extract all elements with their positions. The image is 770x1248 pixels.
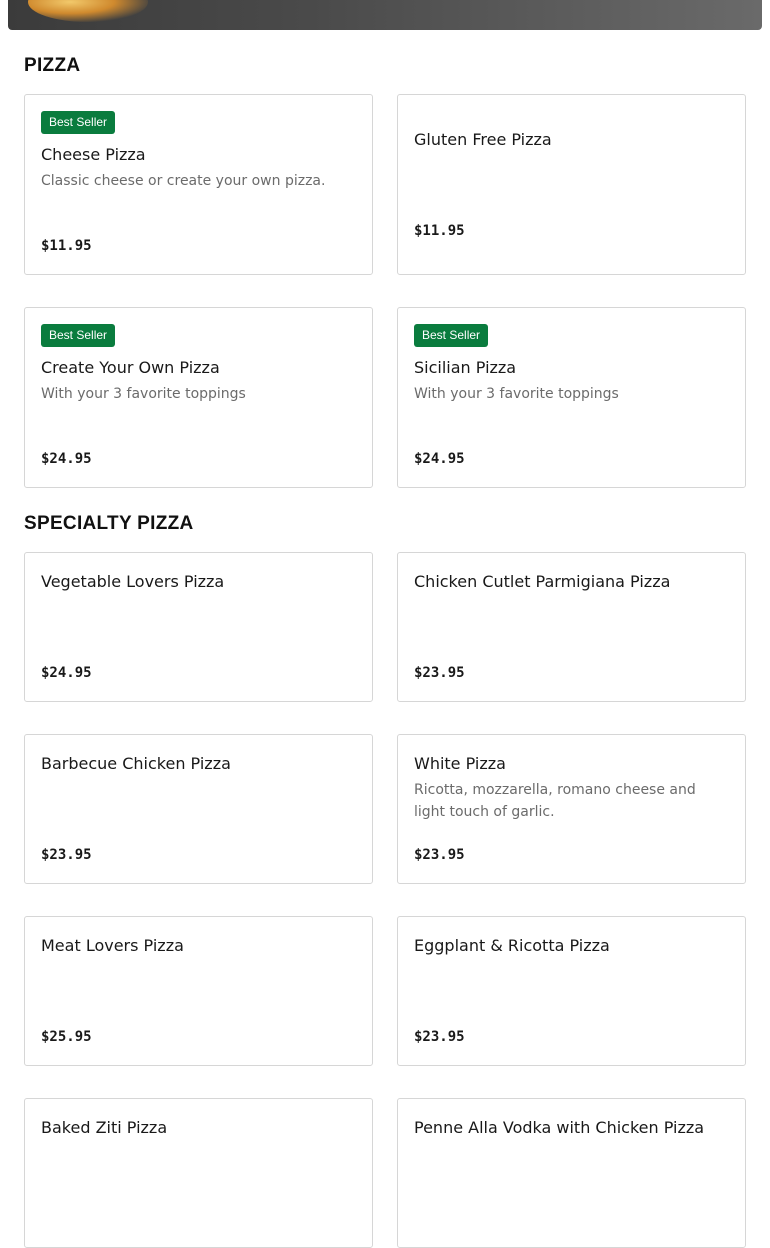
menu-item-card[interactable] — [24, 307, 373, 488]
item-price: $24.95 — [414, 451, 465, 467]
menu-item-card[interactable] — [24, 1098, 373, 1248]
section-title-pizza: PIZZA — [24, 55, 81, 76]
item-name: Meat Lovers Pizza — [41, 936, 184, 955]
menu-item-card[interactable] — [24, 552, 373, 702]
item-description: Ricotta, mozzarella, romano cheese and light touch of garlic. — [414, 782, 696, 820]
item-price: $11.95 — [41, 238, 92, 254]
menu-item-card[interactable] — [397, 916, 746, 1066]
item-name: Penne Alla Vodka with Chicken Pizza — [414, 1118, 705, 1137]
item-price: $23.95 — [414, 1029, 465, 1045]
menu-item-card[interactable] — [24, 734, 373, 884]
item-price: $25.95 — [41, 1029, 92, 1045]
item-name: Cheese Pizza — [41, 145, 146, 164]
item-name: Baked Ziti Pizza — [41, 1118, 168, 1137]
menu-item-card[interactable] — [397, 1098, 746, 1248]
item-name: Sicilian Pizza — [414, 358, 517, 377]
hero-image — [8, 0, 762, 30]
item-name: Create Your Own Pizza — [41, 358, 220, 377]
item-price: $11.95 — [414, 223, 465, 239]
item-description: With your 3 favorite toppings — [414, 386, 619, 402]
item-price: $23.95 — [414, 665, 465, 681]
menu-item-card[interactable] — [397, 552, 746, 702]
item-name: Barbecue Chicken Pizza — [41, 754, 231, 773]
item-price: $24.95 — [41, 665, 92, 681]
menu-item-card[interactable] — [397, 307, 746, 488]
item-price: $23.95 — [414, 847, 465, 863]
menu-item-card[interactable] — [24, 94, 373, 275]
item-name: Eggplant & Ricotta Pizza — [414, 936, 610, 955]
menu-item-card[interactable] — [24, 916, 373, 1066]
best-seller-badge: Best Seller — [41, 111, 115, 134]
item-price: $24.95 — [41, 451, 92, 467]
item-description: Classic cheese or create your own pizza. — [41, 173, 326, 189]
item-name: Gluten Free Pizza — [414, 130, 552, 149]
menu-item-card[interactable] — [397, 734, 746, 884]
item-price: $23.95 — [41, 847, 92, 863]
best-seller-badge: Best Seller — [414, 324, 488, 347]
best-seller-badge: Best Seller — [41, 324, 115, 347]
item-name: Chicken Cutlet Parmigiana Pizza — [414, 572, 671, 591]
menu-item-card[interactable] — [397, 94, 746, 275]
item-description: With your 3 favorite toppings — [41, 386, 246, 402]
food-photo — [28, 0, 148, 22]
item-name: Vegetable Lovers Pizza — [41, 572, 225, 591]
item-name: White Pizza — [414, 754, 506, 773]
section-title-specialty-pizza: SPECIALTY PIZZA — [24, 513, 194, 534]
